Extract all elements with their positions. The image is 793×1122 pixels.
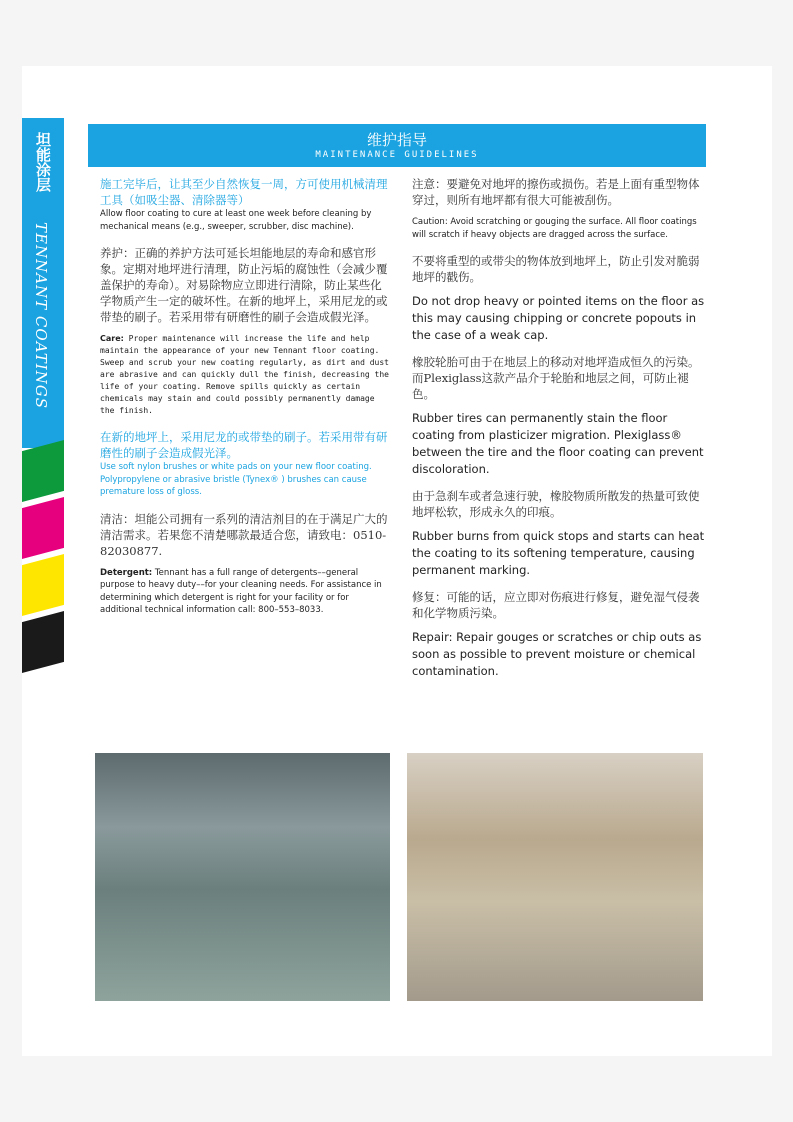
section-header bbox=[88, 124, 706, 167]
burns-en: Rubber burns from quick stops and starts can heat the coating to its softening temperature, causing permanent marking. bbox=[412, 529, 705, 577]
right-column bbox=[412, 176, 710, 690]
detergent-cn: 清洁：坦能公司拥有一系列的清洁剂目的在于满足广大的清洁需求。若果您不清楚哪款最适合您，请致电：0510-82030877. bbox=[100, 511, 388, 558]
warehouse-floor-photo bbox=[95, 753, 390, 1001]
drop-en: Do not drop heavy or pointed items on the floor as this may causing chipping or concrete popouts in the case of a weak cap. bbox=[412, 294, 705, 342]
left-column bbox=[100, 176, 390, 629]
cure-cn: 施工完毕后，让其至少自然恢复一周，方可使用机械清理工具（如吸尘器、清除器等） bbox=[100, 177, 388, 207]
tires-en: Rubber tires can permanently stain the floor coating from plasticizer migration. Plexiglass® between the tire and the floor coating can prevent discoloration. bbox=[412, 411, 704, 476]
header-title-en: MAINTENANCE GUIDELINES bbox=[315, 150, 479, 160]
header-title-cn: 维护指导 bbox=[366, 131, 427, 149]
brand-sidebar bbox=[22, 118, 64, 448]
care-en: Proper maintenance will increase the life and help maintain the appearance of your new Tennant floor coating. Sweep and scrub your new coating regularly, as dirt and dust are abrasive and can quickly dull the finish, decreasing the life of your coating. Remove spills quickly as certain chemicals may stain and could possibly permanently damage the finish. bbox=[100, 334, 389, 415]
brand-en: TENNANT COATINGS bbox=[32, 222, 50, 410]
caution-en: Caution: Avoid scratching or gouging the surface. All floor coatings will scratch if heavy objects are dragged across the surface. bbox=[412, 217, 697, 240]
detergent-label: Detergent: bbox=[100, 567, 153, 578]
repair-cn: 修复：可能的话，应立即对伤痕进行修复，避免湿气侵袭和化学物质污染。 bbox=[412, 590, 700, 620]
brand-cn: 坦能涂层 bbox=[34, 132, 52, 192]
care-label: Care: bbox=[100, 334, 124, 343]
terrazzo-floor-photo bbox=[407, 753, 703, 1001]
caution-cn: 注意：要避免对地坪的擦伤或损伤。若是上面有重型物体穿过，则所有地坪都有很大可能被刮伤。 bbox=[412, 177, 700, 207]
detergent-en: Tennant has a full range of detergents––general purpose to heavy duty––for your cleaning needs. For assistance in determining which detergent is right for your facility or for additional technical information call: 800–553–8033. bbox=[100, 567, 382, 615]
brush-en: Use soft nylon brushes or white pads on your new floor coating. Polypropylene or abrasive bristle (Tynex® ) brushes can cause premature loss of gloss. bbox=[100, 462, 372, 497]
care-cn: 养护：正确的养护方法可延长坦能地层的寿命和感官形象。定期对地坪进行清理，防止污垢的腐蚀性（会减少覆盖保护的寿命）。对易除物应立即进行清除，防止某些化学物质产生一定的破坏性。在新的地坪上，采用尼龙的或带垫的刷子。若采用带有研磨性的刷子会造成假光泽。 bbox=[100, 246, 388, 324]
burns-cn: 由于急刹车或者急速行驶，橡胶物质所散发的热量可致使地坪松软，形成永久的印痕。 bbox=[412, 489, 700, 519]
repair-en: Repair: Repair gouges or scratches or chip outs as soon as possible to prevent moisture or chemical contamination. bbox=[412, 630, 702, 678]
brush-cn: 在新的地坪上，采用尼龙的或带垫的刷子。若采用带有研磨性的刷子会造成假光泽。 bbox=[100, 430, 388, 460]
drop-cn: 不要将重型的或带尖的物体放到地坪上，防止引发对脆弱地坪的戳伤。 bbox=[412, 254, 700, 284]
cure-en: Allow floor coating to cure at least one week before cleaning by mechanical means (e.g., sweeper, scrubber, disc machine). bbox=[100, 209, 372, 232]
tires-cn: 橡胶轮胎可由于在地层上的移动对地坪造成恒久的污染。而Plexiglass这款产品介于轮胎和地层之间，可防止褪色。 bbox=[412, 355, 700, 401]
